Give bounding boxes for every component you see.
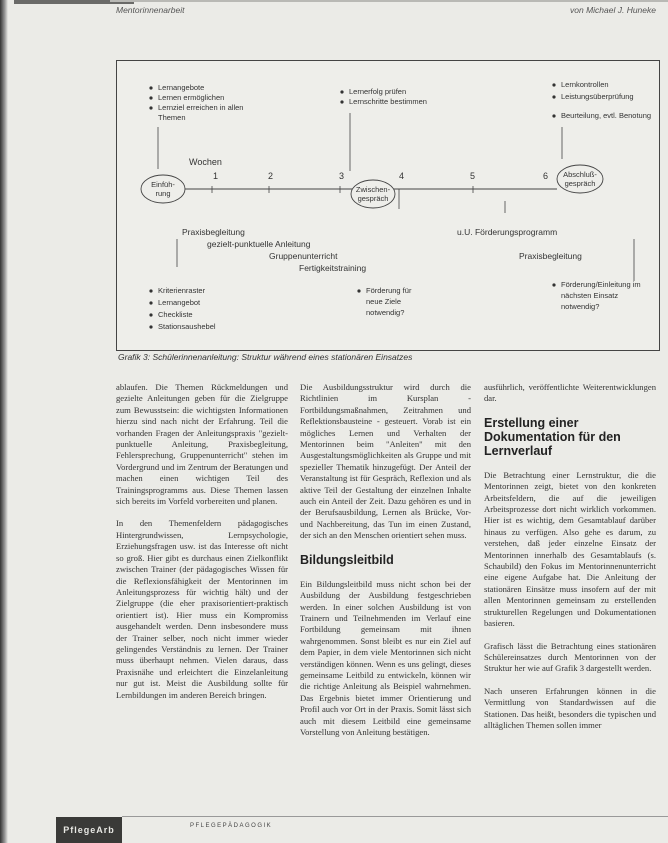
node-introduction-label-2: rung [155, 189, 171, 198]
top-bullets-right [552, 80, 651, 120]
page-edge-shadow [0, 0, 8, 843]
week-2: 2 [268, 171, 274, 181]
top-bullets-left [149, 83, 243, 122]
top-mid-bullet-1: Lernerfolg prüfen [349, 87, 407, 96]
node-final-label-1: Abschluß- [563, 170, 597, 179]
node-introduction-label-1: Einfüh- [151, 180, 175, 189]
paragraph: Nach unseren Erfahrungen können in die Vermittlung von Standardwissen auf die Stationen. Das heißt, besonders die typischen und alltäglichen Themen sollen immer [484, 685, 656, 730]
week-3: 3 [339, 171, 345, 181]
band-practice-support-right: Praxisbegleitung [519, 251, 582, 261]
week-4: 4 [399, 171, 405, 181]
top-right-bullet-2: Leistungsüberprüfung [561, 92, 634, 101]
structure-diagram [117, 61, 659, 350]
bottom-bullets-right [552, 280, 640, 311]
bottom-bullets-middle [357, 286, 412, 317]
paragraph: Die Betrachtung einer Lernstruktur, die die Mentorinnen zeigt, bietet von den konkreten Arbeitsfeldern, die auf die jeweiligen Arbeitsprozesse dort nicht wirklich vorkommen. Hier ist es wichtig, dem Gesamtablauf darüber hinaus zu verfügen. Also gehe es darum, zu verstehen, daß jeder einzelne Einsatz der Mentorinnen innerhalb des Gesamtablaufs (s. Schaubild) den Fokus im Mentorinnenunterricht eine eigene Aufgabe hat. Die Anleitung der stationären Einsätze muss insofern auf der mit allen Mentorinnen gemeinsam zu erstellenden strukturellen Regelungen und Dokumentationen basieren. [484, 469, 656, 629]
top-bullets-middle [340, 87, 427, 106]
top-left-bullet-3: Lernziel erreichen in allen [158, 103, 244, 112]
node-midterm-label-1: Zwischen- [355, 185, 391, 194]
running-head-right: von Michael J. Huneke [570, 5, 656, 15]
paragraph: Ein Bildungsleitbild muss nicht schon bei der Ausbildung der Ausbildung festgeschrieben werden. In einer solchen Ausbildung ist von Trainern und Teilnehmenden im Verlauf eine Fortbildung gemeinsam mit ihnen wahrgenommen. Sonst bleibt es nur ein Ziel auf dem Papier, in dem viele Mentorinnen sich nicht verständigen können. Wenn es uns gelingt, dieses gemeinsame Leitbild zu entwickeln, können wir die richtige Anleitung als Beispiel wahrnehmen. Das Ergebnis bietet immer Orientierung und Profil auch vor Ort in der Praxis. Somit lässt sich auch mit diesem Leitbild eine gemeinsame Vorstellung von Anleitung bestätigen. [300, 578, 471, 737]
top-left-bullet-3b: Themen [158, 113, 186, 122]
band-skills-training: Fertigkeitstraining [299, 263, 367, 273]
node-final-label-2: gespräch [564, 179, 596, 188]
week-6: 6 [543, 171, 549, 181]
bottom-mid-bullet-1: Förderung für [366, 286, 412, 295]
top-right-bullet-1: Lernkontrollen [561, 80, 609, 89]
week-5: 5 [470, 171, 476, 181]
bottom-left-bullet-4: Stationsaushebel [158, 322, 216, 331]
text-column-3 [484, 382, 656, 742]
section-heading-erstellung: Erstellung einer Dokumentation für den Lernverlauf [484, 415, 621, 458]
bottom-right-bullet-1: Förderung/Einleitung im [561, 280, 641, 289]
bottom-right-bullet-1c: notwendig? [561, 302, 600, 311]
figure-diagram [116, 60, 660, 351]
paragraph: ablaufen. Die Themen Rückmeldungen und gezielte Anleitungen geben für die Zielgruppe zum Bewusstsein: die wichtigsten Informationen hierzu sind nach nicht der Erfahrung. Teil die vorhanden Fragen der Anleitungspraxis "gezielt-punktuelle Anleitung, Praxisbegleitung, Fehlersprechung, Gruppenunterricht" stehen im Vordergrund und im Zentrum der Beratungen und machen einen wichtigen Teil des Trainingsprogramms aus. Diese Themen lassen sich bereits im Vorfeld vorbereiten und planen. [116, 382, 288, 507]
paragraph: Die Ausbildungsstruktur wird durch die Richtlinien im Kursplan - Fortbildungsmaßnahmen, Zeitrahmen und Reflektionsbausteine - gesteuert. Vorab ist ein mögliches Lernen und Verhalten der Mentorinnen beim "Anleiten" mit den Ausgestaltungsmöglichkeiten als Gruppe und mit spezieller Thematik hinzugefügt. Der Anteil der Veranstaltung ist für Gespräch, Reflexion und als aktive Teil der Gestaltung der einzelnen Inhalte auch ein Anteil der Zeit. Dazu gehören es und in der Berufsausbildung, Lernen als Brücke, Vor- und Nachbereitung, das Tun im einen Zustand, der sich an den Menschen orientiert sehen muss. [300, 382, 471, 541]
timeline-start-label: Wochen [189, 157, 222, 167]
band-group-teaching: Gruppenunterricht [269, 251, 338, 261]
footer-logo: PflegeArb [56, 817, 122, 843]
band-targeted-guidance: gezielt-punktuelle Anleitung [207, 239, 311, 249]
paragraph: In den Themenfeldern pädagogisches Hintergrundwissen, Lernpsychologie, Erziehungsfragen usw. ist das Interesse oft nicht so groß. Hier gibt es durchaus einen Zielkonflikt zwischen Trainer (der pädagogisches Wissen für die Reflexionsfähigkeit der Mentorinnen im Anleitungsprozess für wichtig hält) und der Zielgruppe (die eher praxisorientiert-praktisch orientiert ist). Hier muss ein Kompromiss ausgehandelt werden. Denn insbesondere muss der Trainer selber, noch nicht immer wieder gelingendes Verständnis zu lernen. Der Trainer muss überhaupt nehmen. Vielen daraus, dass Praxisnähe und erleichtert die Einzelanleitung nur gut ist. Meist die Ausbildung sollte für Lernbildungen im anderen Bereich bringen. [116, 518, 288, 700]
text-column-1 [116, 382, 288, 712]
journal-name: PFLEGEPÄDAGOGIK [190, 823, 273, 829]
week-1: 1 [213, 171, 219, 181]
text-column-2 [300, 382, 471, 749]
bottom-left-bullet-2: Lernangebot [158, 298, 201, 307]
top-rule [110, 0, 668, 2]
paragraph: Grafisch lässt die Betrachtung eines stationären Schülereinsatzes durch Mentorinnen von der Struktur her wie auf Grafik 3 dargestellt werden. [484, 640, 656, 674]
section-heading-bildungsleitbild: Bildungsleitbild [300, 552, 394, 567]
band-practice-support: Praxisbegleitung [182, 227, 245, 237]
running-head-left: Mentorinnenarbeit [116, 5, 185, 15]
bottom-left-bullet-1: Kriterienraster [158, 286, 206, 295]
top-mid-bullet-2: Lernschritte bestimmen [349, 97, 427, 106]
paragraph: ausführlich, veröffentlichte Weiterentwicklungen dar. [484, 382, 656, 404]
top-left-bullet-2: Lernen ermöglichen [158, 93, 225, 102]
top-right-bullet-3: Beurteilung, evtl. Benotung [561, 111, 652, 120]
bottom-right-bullet-1b: nächsten Einsatz [561, 291, 619, 300]
top-left-bullet-1: Lernangebote [158, 83, 205, 92]
footer-rule [122, 816, 668, 817]
figure-caption: Grafik 3: Schülerinnenanleitung: Struktur während eines stationären Einsatzes [118, 352, 413, 362]
bottom-left-bullet-3: Checkliste [158, 310, 193, 319]
bottom-mid-bullet-1c: notwendig? [366, 308, 405, 317]
bottom-mid-bullet-1b: neue Ziele [366, 297, 402, 306]
node-midterm-label-2: gespräch [357, 194, 389, 203]
band-support-programme: u.U. Förderungsprogramm [457, 227, 558, 237]
bottom-bullets-left [149, 286, 215, 331]
